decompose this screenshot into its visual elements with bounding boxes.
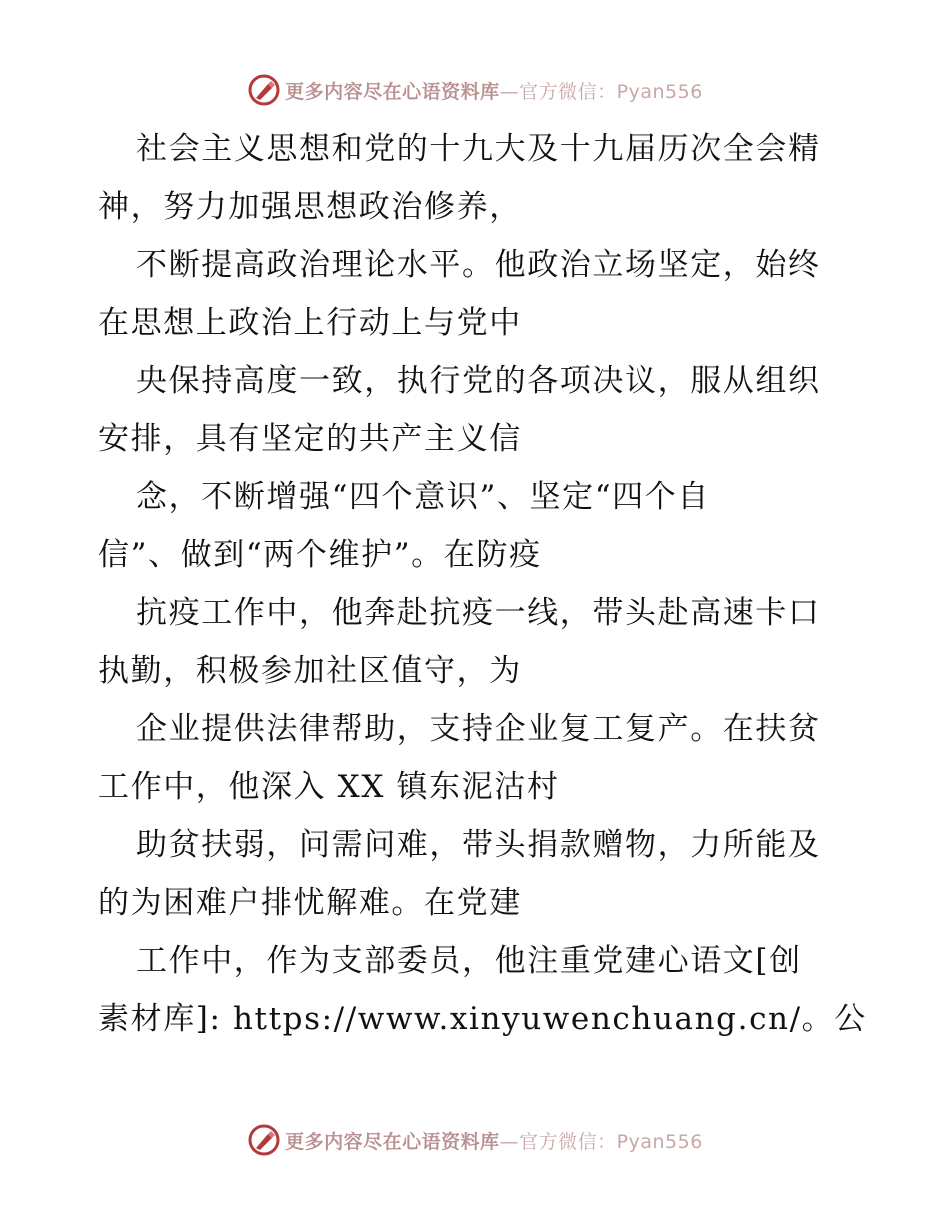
footer-banner-main: 更多内容尽在心语资料库 [285, 1130, 500, 1153]
paragraph-7 [98, 816, 858, 932]
footer-banner-text [285, 1127, 703, 1154]
text-line: 念，不断增强“四个意识”、坚定“四个自 [136, 479, 710, 515]
pen-logo-icon [247, 73, 281, 107]
header-banner-main: 更多内容尽在心语资料库 [285, 80, 500, 103]
header-banner-contact: 官方微信：Pyan556 [519, 80, 703, 103]
text-line: 信”、做到“两个维护”。在防疫 [98, 537, 542, 573]
text-line: 在思想上政治上行动上与党中 [98, 305, 522, 341]
text-line: 央保持高度一致，执行党的各项决议，服从组织 [136, 363, 821, 399]
header-banner-dash: — [499, 80, 520, 103]
text-line: 抗疫工作中，他奔赴抗疫一线，带头赴高速卡口 [136, 595, 821, 631]
paragraph-1 [98, 120, 858, 236]
text-line: 企业提供法律帮助，支持企业复工复产。在扶贫 [136, 711, 821, 747]
text-line: 助贫扶弱，问需问难，带头捐款赠物，力所能及 [136, 827, 821, 863]
text-line: 工作中，作为支部委员，他注重党建心语文[创 [136, 943, 802, 979]
pen-logo-icon [247, 1123, 281, 1157]
text-line: 社会主义思想和党的十九大及十九届历次全会精 [136, 131, 821, 167]
paragraph-6 [98, 700, 858, 816]
text-line: 安排，具有坚定的共产主义信 [98, 421, 522, 457]
paragraph-3 [98, 352, 858, 468]
paragraph-8 [98, 932, 867, 1048]
header-banner-text [285, 77, 703, 104]
footer-banner-dash: — [499, 1130, 520, 1153]
text-line-with-link: 素材库]: https://www.xinyuwenchuang.cn/。公 [98, 1001, 867, 1037]
text-line: 的为困难户排忧解难。在党建 [98, 885, 522, 921]
paragraph-5 [98, 584, 858, 700]
text-line: 工作中，他深入 XX 镇东泥沽村 [98, 769, 560, 805]
text-line: 不断提高政治理论水平。他政治立场坚定，始终 [136, 247, 821, 283]
text-line: 执勤，积极参加社区值守，为 [98, 653, 522, 689]
footer-watermark-banner [0, 1120, 950, 1160]
text-line: 神，努力加强思想政治修养， [98, 189, 522, 225]
paragraph-4 [98, 468, 858, 584]
header-watermark-banner [0, 70, 950, 110]
footer-banner-contact: 官方微信：Pyan556 [519, 1130, 703, 1153]
document-body [98, 120, 867, 1048]
paragraph-2 [98, 236, 858, 352]
